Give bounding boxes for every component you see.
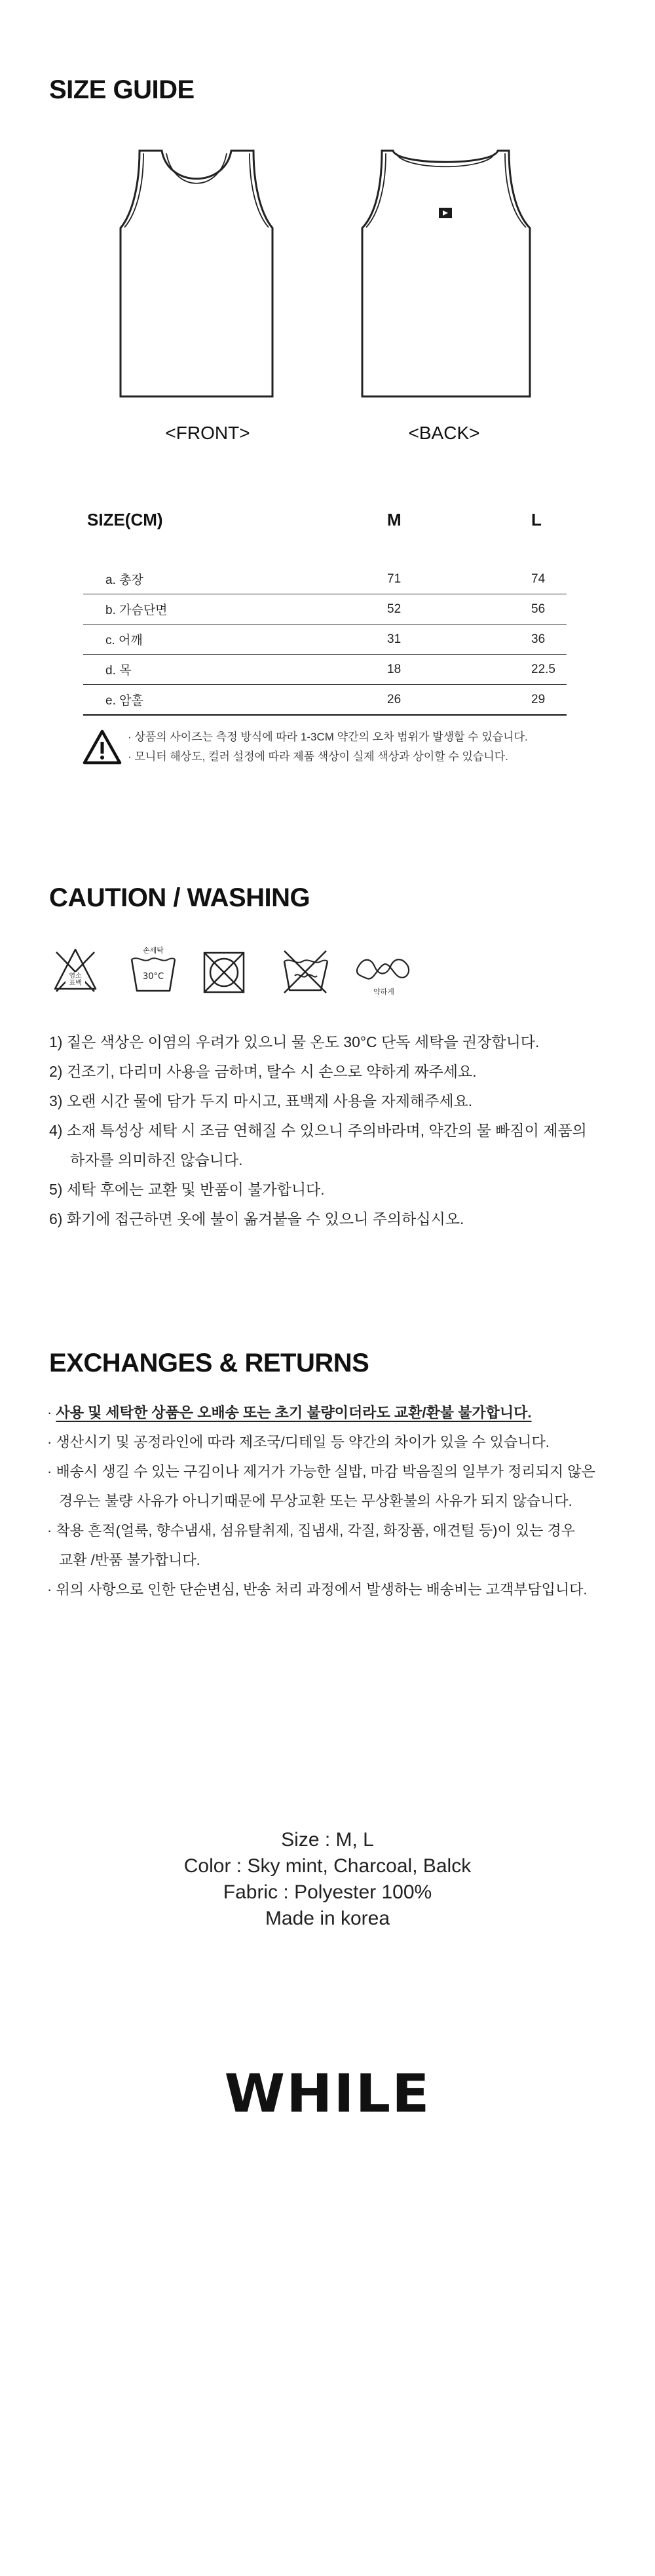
product-info bbox=[0, 1827, 655, 1932]
row-m-value: 71 bbox=[387, 564, 531, 594]
hand-wash-label-top: 손세탁 bbox=[143, 946, 164, 955]
row-l-value: 22.5 bbox=[531, 655, 567, 685]
list-item: 교환 /반품 불가합니다. bbox=[59, 1552, 200, 1568]
svg-text:표백: 표백 bbox=[69, 980, 82, 987]
product-size: Size : M, L bbox=[281, 1829, 374, 1851]
tank-top-front-illustration bbox=[115, 147, 278, 400]
row-label: a. 총장 bbox=[83, 564, 387, 594]
list-item: 3) 오랜 시간 물에 담가 두지 마시고, 표백제 사용을 자제해주세요. bbox=[49, 1092, 473, 1109]
table-row bbox=[83, 564, 567, 594]
exchange-policy bbox=[47, 1398, 624, 1604]
list-item: · 생산시기 및 공정라인에 따라 제조국/디테일 등 약간의 차이가 있을 수 있습니다. bbox=[47, 1427, 624, 1457]
product-origin: Made in korea bbox=[265, 1908, 390, 1929]
list-item: 경우는 불량 사유가 아니기때문에 무상교환 또는 무상환불의 사유가 되지 않습니다. bbox=[59, 1493, 572, 1509]
table-row bbox=[83, 655, 567, 685]
no-wring-icon bbox=[280, 947, 330, 995]
svg-text:염소: 염소 bbox=[69, 972, 82, 980]
caution-washing-title: CAUTION / WASHING bbox=[49, 883, 310, 912]
row-m-value: 18 bbox=[387, 655, 531, 685]
size-table-header-size: SIZE(CM) bbox=[87, 510, 163, 529]
list-item: 4) 소재 특성상 세탁 시 조금 연해질 수 있으니 주의바라며, 약간의 물 빠짐이 제품의 bbox=[49, 1122, 587, 1139]
list-item: · 위의 사항으로 인한 단순변심, 반송 처리 과정에서 발생하는 배송비는 고객부담입니다. bbox=[47, 1575, 624, 1604]
row-label: c. 어깨 bbox=[83, 625, 387, 655]
row-label: e. 암홀 bbox=[83, 685, 387, 716]
table-row bbox=[83, 594, 567, 625]
size-note: · 상품의 사이즈는 측정 방식에 따라 1-3CM 약간의 오차 범위가 발생할 수 있습니다. bbox=[128, 727, 528, 747]
row-l-value: 36 bbox=[531, 625, 567, 655]
size-table bbox=[83, 510, 567, 716]
gentle-wring-icon bbox=[354, 953, 413, 999]
policy-emphasis: 사용 및 세탁한 상품은 오배송 또는 초기 불량이더라도 교환/환불 불가합니다. bbox=[56, 1404, 532, 1421]
size-table-header-m: M bbox=[387, 510, 402, 529]
no-bleach-icon bbox=[52, 947, 98, 994]
row-m-value: 31 bbox=[387, 625, 531, 655]
row-l-value: 74 bbox=[531, 564, 567, 594]
washing-instructions bbox=[49, 1028, 587, 1234]
row-m-value: 26 bbox=[387, 685, 531, 716]
hand-wash-temp-label: 30°C bbox=[142, 972, 164, 982]
front-label: <FRONT> bbox=[165, 423, 250, 443]
warning-icon bbox=[82, 729, 122, 765]
row-m-value: 52 bbox=[387, 594, 531, 625]
list-item: 1) 짙은 색상은 이염의 우려가 있으니 물 온도 30°C 단독 세탁을 권장합니다. bbox=[49, 1033, 540, 1050]
list-item: 5) 세탁 후에는 교환 및 반품이 불가합니다. bbox=[49, 1181, 325, 1198]
size-table-header-l: L bbox=[531, 510, 542, 529]
hand-wash-icon bbox=[129, 944, 178, 996]
list-item: 하자를 의미하진 않습니다. bbox=[70, 1151, 243, 1168]
brand-logo bbox=[210, 2069, 445, 2122]
table-row bbox=[83, 685, 567, 716]
back-label: <BACK> bbox=[408, 423, 480, 443]
list-item: · 배송시 생길 수 있는 구김이나 제거가 가능한 실밥, 마감 박음질의 일부가 정리되지 않은 bbox=[47, 1457, 624, 1486]
row-label: b. 가슴단면 bbox=[83, 594, 387, 625]
no-tumble-dry-icon bbox=[202, 950, 246, 995]
list-item: 2) 건조기, 다리미 사용을 금하며, 탈수 시 손으로 약하게 짜주세요. bbox=[49, 1063, 477, 1080]
list-item bbox=[47, 1398, 624, 1427]
row-l-value: 29 bbox=[531, 685, 567, 716]
product-color: Color : Sky mint, Charcoal, Balck bbox=[183, 1855, 472, 1877]
size-note: · 모니터 해상도, 컬러 설정에 따라 제품 색상이 실제 색상과 상이할 수 있습니다. bbox=[128, 747, 528, 767]
size-notes bbox=[128, 727, 528, 767]
size-guide-title: SIZE GUIDE bbox=[49, 75, 195, 104]
tank-top-back-illustration bbox=[357, 147, 534, 400]
brand-logo-text: WHILE bbox=[224, 2069, 431, 2122]
exchanges-returns-title: EXCHANGES & RETURNS bbox=[49, 1349, 369, 1377]
list-item: 6) 화기에 접근하면 옷에 불이 옮겨붙을 수 있으니 주의하십시오. bbox=[49, 1210, 464, 1227]
gentle-wring-label: 약하게 bbox=[373, 988, 394, 996]
table-row bbox=[83, 625, 567, 655]
row-l-value: 56 bbox=[531, 594, 567, 625]
product-fabric: Fabric : Polyester 100% bbox=[223, 1881, 432, 1903]
row-label: d. 목 bbox=[83, 655, 387, 685]
list-item: · 착용 흔적(얼룩, 향수냄새, 섬유탈취제, 집냄새, 각질, 화장품, 애견털 등)이 있는 경우 bbox=[47, 1516, 624, 1545]
